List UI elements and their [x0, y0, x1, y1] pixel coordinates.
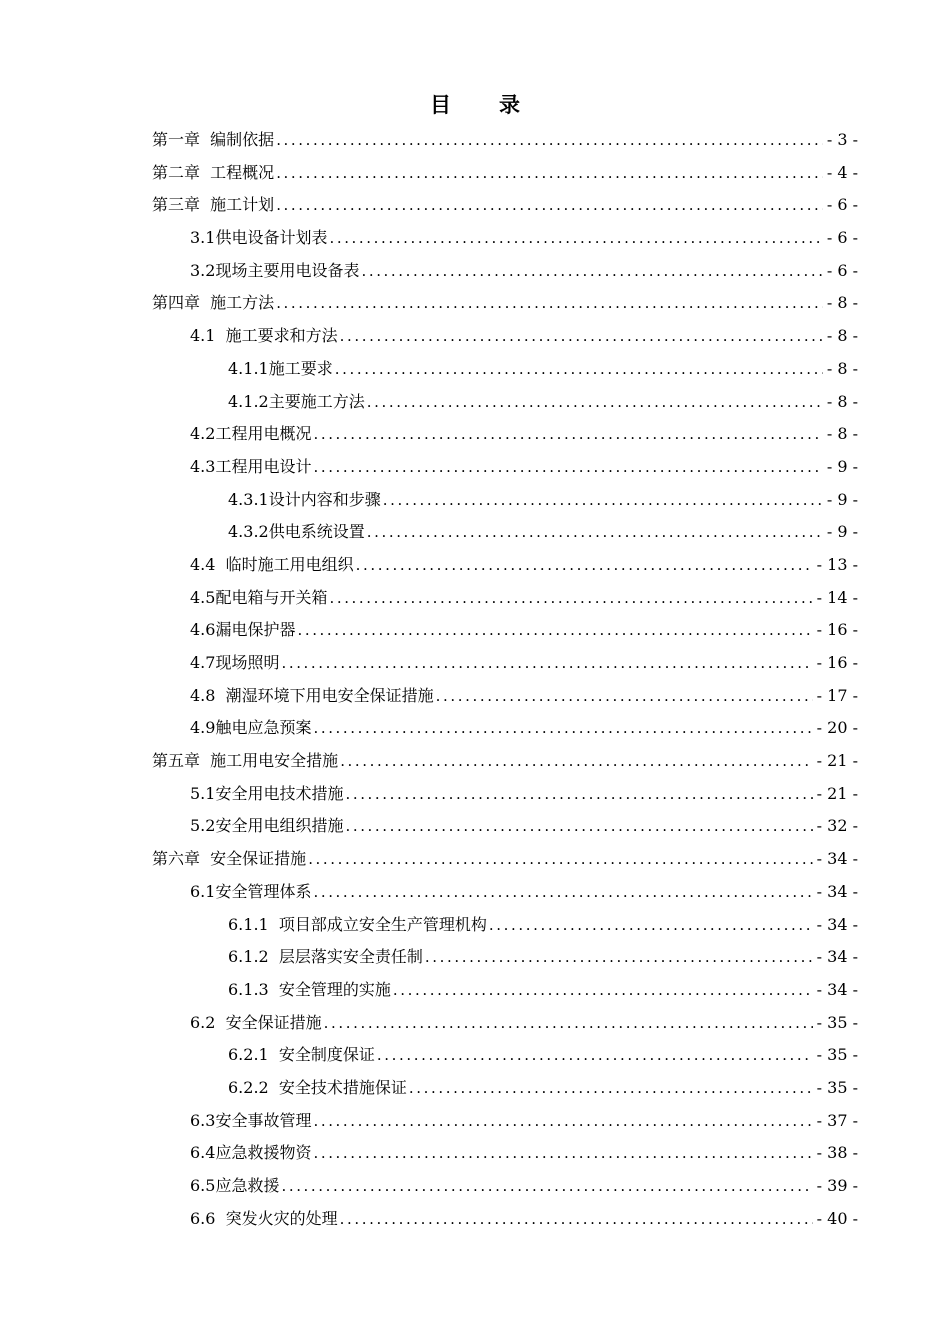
dot-leader: [313, 1137, 812, 1170]
dot-leader: [340, 745, 812, 778]
dot-leader: [356, 549, 813, 582]
toc-entry[interactable]: [152, 614, 858, 647]
toc-entry-label: 6.3安全事故管理: [190, 1110, 312, 1130]
dot-leader: [313, 418, 822, 451]
toc-entry-page-number: - 32 -: [816, 816, 858, 836]
toc-entry[interactable]: [152, 1170, 858, 1203]
toc-entry-page-number: - 34 -: [816, 947, 858, 967]
toc-entry[interactable]: [152, 386, 858, 419]
dot-leader: [361, 255, 822, 288]
toc-entry[interactable]: [152, 843, 858, 876]
toc-entry-label: 4.6漏电保护器: [190, 620, 296, 640]
toc-entry[interactable]: [152, 1203, 858, 1236]
toc-entry-page-number: - 35 -: [816, 1012, 858, 1032]
dot-leader: [340, 320, 823, 353]
toc-entry[interactable]: [152, 287, 858, 320]
toc-entry[interactable]: [152, 1137, 858, 1170]
toc-entry-label: 6.2 安全保证措施: [190, 1012, 322, 1032]
toc-entry[interactable]: [152, 157, 858, 190]
dot-leader: [308, 843, 812, 876]
toc-entry-page-number: - 6 -: [826, 260, 858, 280]
toc-entry[interactable]: [152, 1007, 858, 1040]
dot-leader: [335, 353, 823, 386]
toc-entry-page-number: - 8 -: [826, 326, 858, 346]
toc-entry-page-number: - 17 -: [816, 685, 858, 705]
dot-leader: [276, 124, 823, 157]
toc-entry-label: 5.2安全用电组织措施: [190, 816, 344, 836]
toc-entry[interactable]: [152, 1072, 858, 1105]
toc-entry-label: 6.1安全管理体系: [190, 881, 312, 901]
dot-leader: [313, 876, 812, 909]
toc-entry-page-number: - 6 -: [826, 195, 858, 215]
toc-entry-page-number: - 39 -: [816, 1176, 858, 1195]
toc-entry-label: 4.8 潮湿环境下用电安全保证措施: [190, 685, 434, 705]
dot-leader: [313, 712, 812, 745]
toc-entry-label: 6.1.1 项目部成立安全生产管理机构: [228, 914, 487, 934]
toc-entry-label: 4.2工程用电概况: [190, 424, 312, 444]
toc-entry-page-number: - 34 -: [816, 914, 858, 934]
toc-entry-label: 第六章 安全保证措施: [152, 849, 307, 869]
toc-entry-label: 3.1供电设备计划表: [190, 228, 328, 248]
toc-entry[interactable]: [152, 484, 858, 517]
toc-entry[interactable]: [152, 320, 858, 353]
toc-entry-label: 第一章 编制依据: [152, 130, 275, 149]
toc-entry-page-number: - 16 -: [816, 653, 858, 672]
toc-entry-page-number: - 8 -: [826, 391, 858, 411]
toc-entry-label: 5.1安全用电技术措施: [190, 783, 344, 803]
toc-entry[interactable]: [152, 712, 858, 745]
toc-entry-label: 4.1.2主要施工方法: [228, 391, 365, 411]
dot-leader: [329, 222, 822, 255]
toc-entry[interactable]: [152, 255, 858, 288]
toc-entry-page-number: - 6 -: [826, 228, 858, 248]
dot-leader: [367, 386, 823, 419]
toc-entry-page-number: - 14 -: [816, 587, 858, 607]
dot-leader: [276, 287, 823, 320]
dot-leader: [425, 941, 813, 974]
toc-entry[interactable]: [152, 680, 858, 713]
toc-entry-label: 第五章 施工用电安全措施: [152, 751, 339, 771]
toc-entry-page-number: - 34 -: [816, 979, 858, 999]
toc-entry-page-number: - 21 -: [816, 751, 858, 771]
toc-entry-label: 6.6 突发火灾的处理: [190, 1208, 338, 1228]
toc-entry[interactable]: [152, 909, 858, 942]
toc-entry-page-number: - 8 -: [826, 424, 858, 444]
toc-entry-label: 4.3.2供电系统设置: [228, 522, 365, 542]
dot-leader: [340, 1203, 813, 1236]
dot-leader: [345, 778, 812, 811]
toc-entry-page-number: - 16 -: [816, 620, 858, 640]
dot-leader: [313, 451, 822, 484]
dot-leader: [276, 157, 823, 190]
toc-entry-label: 6.1.3 安全管理的实施: [228, 979, 391, 999]
toc-entry[interactable]: [152, 418, 858, 451]
toc-list: [152, 124, 858, 1235]
toc-entry-label: 4.9触电应急预案: [190, 718, 312, 738]
dot-leader: [383, 484, 823, 517]
toc-entry-page-number: - 38 -: [816, 1143, 858, 1163]
toc-entry-page-number: - 8 -: [826, 293, 858, 313]
dot-leader: [393, 974, 813, 1007]
toc-entry-page-number: - 21 -: [816, 783, 858, 803]
toc-entry-label: 4.5配电箱与开关箱: [190, 587, 328, 607]
toc-entry-label: 第四章 施工方法: [152, 293, 275, 313]
toc-entry-label: 3.2现场主要用电设备表: [190, 260, 360, 280]
toc-entry-label: 4.4 临时施工用电组织: [190, 554, 354, 574]
toc-entry[interactable]: [152, 222, 858, 255]
toc-entry-label: 4.3工程用电设计: [190, 456, 312, 476]
toc-entry-page-number: - 37 -: [816, 1110, 858, 1130]
toc-entry-label: 4.1 施工要求和方法: [190, 326, 338, 346]
toc-entry-page-number: - 35 -: [816, 1077, 858, 1097]
toc-entry[interactable]: [152, 647, 858, 680]
toc-entry[interactable]: [152, 876, 858, 909]
toc-entry[interactable]: [152, 810, 858, 843]
toc-entry-page-number: - 9 -: [826, 522, 858, 542]
toc-entry-label: 4.7现场照明: [190, 653, 280, 672]
toc-entry-label: 6.4应急救援物资: [190, 1143, 312, 1163]
toc-entry-page-number: - 8 -: [826, 358, 858, 378]
toc-entry[interactable]: [152, 941, 858, 974]
toc-entry[interactable]: [152, 582, 858, 615]
toc-entry[interactable]: [152, 1039, 858, 1072]
toc-entry-label: 6.5应急救援: [190, 1176, 280, 1195]
toc-entry-label: 4.3.1设计内容和步骤: [228, 489, 381, 509]
dot-leader: [276, 189, 823, 222]
toc-entry-label: 第三章 施工计划: [152, 195, 275, 215]
dot-leader: [345, 810, 812, 843]
toc-entry-label: 第二章 工程概况: [152, 162, 275, 182]
toc-entry-page-number: - 40 -: [816, 1208, 858, 1228]
toc-entry-label: 4.1.1施工要求: [228, 358, 333, 378]
toc-entry-label: 6.2.2 安全技术措施保证: [228, 1077, 407, 1097]
dot-leader: [313, 1105, 812, 1138]
toc-entry-page-number: - 3 -: [826, 130, 858, 149]
dot-leader: [281, 647, 812, 680]
toc-entry[interactable]: [152, 778, 858, 811]
toc-entry-page-number: - 9 -: [826, 489, 858, 509]
dot-leader: [409, 1072, 813, 1105]
toc-entry[interactable]: [152, 353, 858, 386]
toc-entry[interactable]: [152, 1105, 858, 1138]
dot-leader: [281, 1170, 812, 1203]
toc-entry[interactable]: [152, 974, 858, 1007]
toc-entry[interactable]: [152, 516, 858, 549]
toc-entry-label: 6.1.2 层层落实安全责任制: [228, 947, 423, 967]
dot-leader: [489, 909, 813, 942]
toc-entry[interactable]: [152, 549, 858, 582]
toc-entry[interactable]: [152, 189, 858, 222]
dot-leader: [329, 582, 812, 615]
toc-entry[interactable]: [152, 451, 858, 484]
dot-leader: [367, 516, 823, 549]
toc-entry-page-number: - 9 -: [826, 456, 858, 476]
toc-entry-page-number: - 35 -: [816, 1045, 858, 1065]
toc-entry-page-number: - 34 -: [816, 849, 858, 869]
dot-leader: [297, 614, 812, 647]
toc-entry-page-number: - 13 -: [816, 554, 858, 574]
dot-leader: [377, 1039, 813, 1072]
dot-leader: [436, 680, 813, 713]
toc-entry[interactable]: [152, 124, 858, 157]
dot-leader: [324, 1007, 813, 1040]
toc-entry-page-number: - 20 -: [816, 718, 858, 738]
toc-entry-page-number: - 4 -: [826, 162, 858, 182]
toc-entry-page-number: - 34 -: [816, 881, 858, 901]
toc-entry[interactable]: [152, 745, 858, 778]
toc-entry-label: 6.2.1 安全制度保证: [228, 1045, 375, 1065]
toc-title: 目录: [430, 92, 568, 117]
